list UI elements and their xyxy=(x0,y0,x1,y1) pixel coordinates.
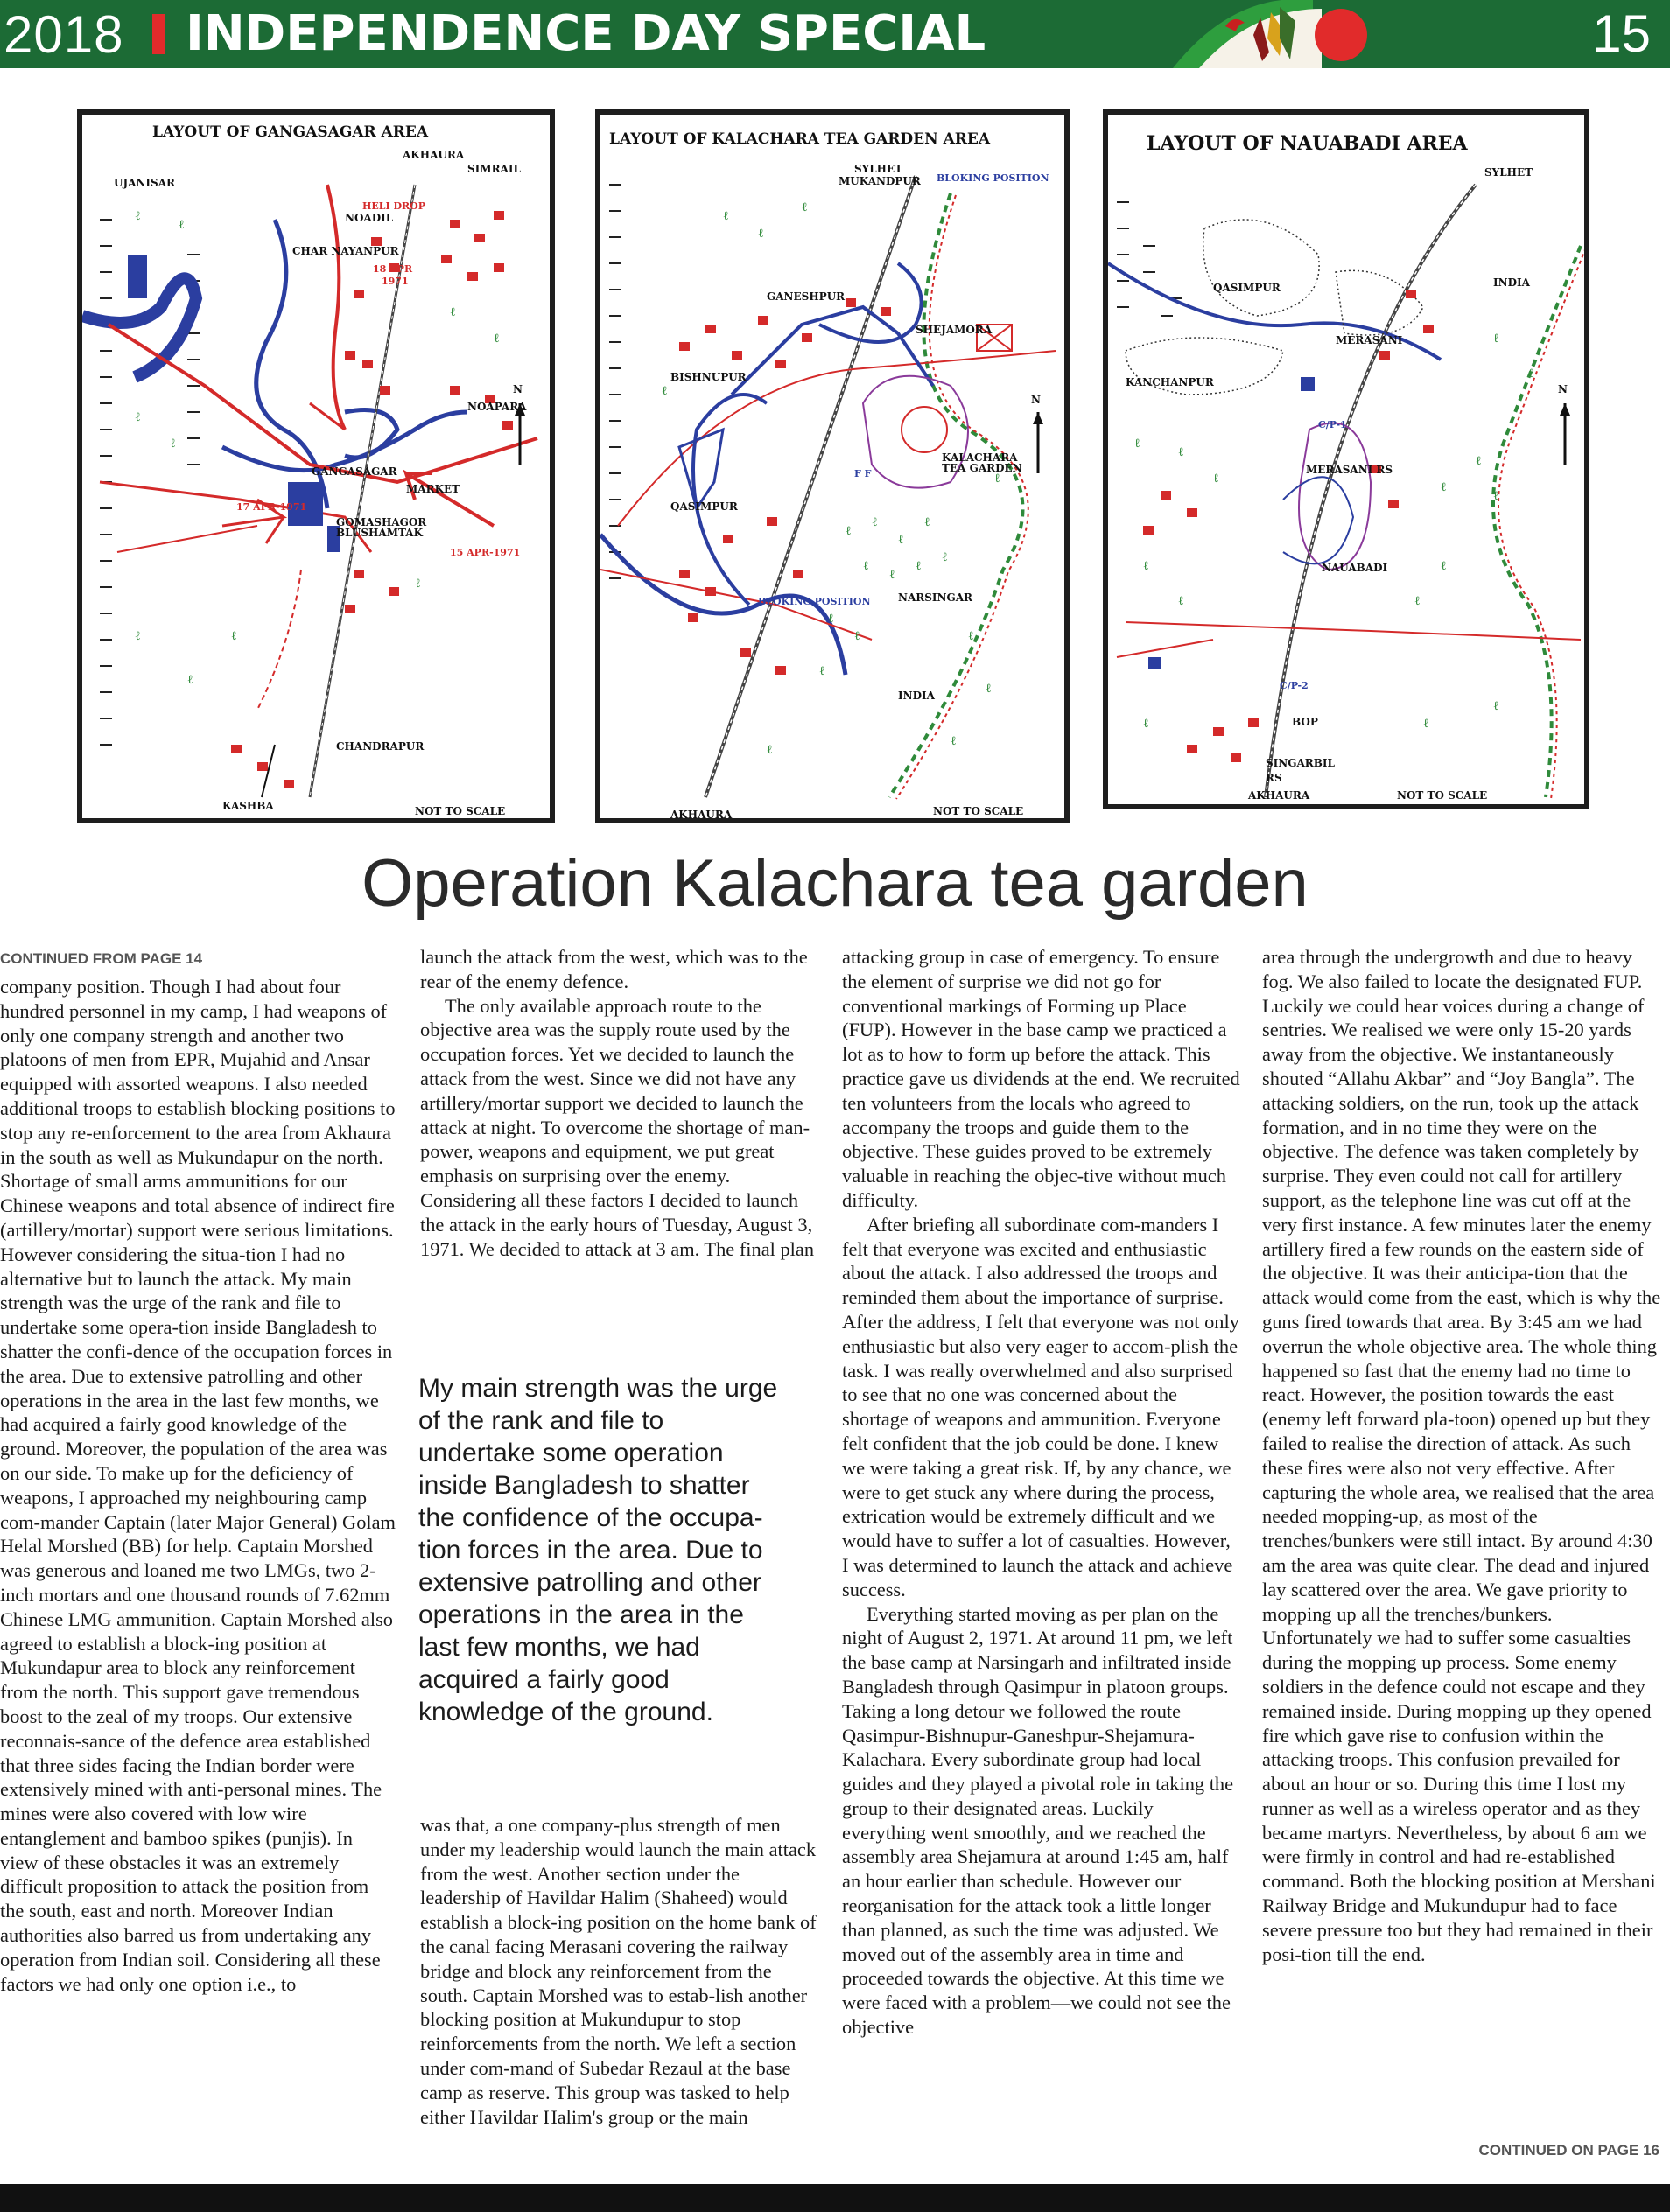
svg-text:ℓ: ℓ xyxy=(1178,594,1184,608)
svg-text:ℓ: ℓ xyxy=(968,629,974,643)
footer-bar xyxy=(0,2184,1670,2212)
svg-text:ℓ: ℓ xyxy=(1414,594,1421,608)
svg-text:ℓ: ℓ xyxy=(951,734,957,748)
map-title: LAYOUT OF KALACHARA TEA GARDEN AREA xyxy=(609,130,991,148)
paragraph: area through the undergrowth and due to heavy fog. We also failed to locate the designated FUP. Luckily we could hear voices during a change of sentries. We realised we were only 15-20 yards away from the objective. We instantaneously shouted “Allahu Akbar” and “Joy Bangla”. The attacking soldiers, on the run, took up the attack formation, and in no time they were on the objective. The defence was taken completely by surprise. They even could not call for artillery support, as the telephone line was cut off at the very first instance. A few minutes later the enemy artillery fired a few rounds on the eastern side of the objective. It was their anticipa-tion that the attack would come from the east, which is why the guns fired towards that area. By 3:45 am we had overrun the whole objective area. The whole thing happened so fast that the enemy had no time to react. However, the position towards the east (enemy left forward pla-toon) opened up but they failed to realise the direction of attack. As such these fires were also not very effective. After capturing the whole area, we realised that the area needed mopping-up, as most of the trenches/bunkers were still intact. By around 4:30 am the area was quite clear. The dead and injured lay scattered over the area. We gave priority to mopping up all the trenches/bunkers. Unfortunately we had to suffer some casualties during the mopping up process. Some enemy soldiers in the defence could not escape and they remained inside. During mopping up they opened fire which gave rise to confusion within the attacking troops. This confusion prevailed for about an hour or so. During this time I lost my runner as well as a wireless operator and as they became martyrs. Nevertheless, by about 6 am we were firmly in control and had re-established command. Both the blocking position at Mershani Railway Bridge and Mukundupur had to face severe pressure too but they had remained in their posi-tion till the end. xyxy=(1262,946,1661,1965)
map-label: NOADIL xyxy=(345,212,394,224)
svg-text:ℓ: ℓ xyxy=(854,629,860,643)
map-label: BLOKING POSITION xyxy=(937,172,1049,184)
svg-text:ℓ: ℓ xyxy=(1134,437,1140,451)
svg-text:ℓ: ℓ xyxy=(1493,489,1499,503)
svg-text:ℓ: ℓ xyxy=(802,200,808,214)
svg-text:ℓ: ℓ xyxy=(916,559,922,573)
map-label: MERASANI RS xyxy=(1306,464,1393,476)
svg-text:ℓ: ℓ xyxy=(924,515,930,529)
svg-text:ℓ: ℓ xyxy=(758,227,764,241)
paragraph: company position. Though I had about four hundred personnel in my camp, I had weapons of only one company strength and another two platoons of men from EPR, Mujahid and Ansar equipped with assorted weapons. I also needed additional troops to establish blocking positions to stop any re-enforcement to the area from Akhaura in the south as well as Mukundapur on the north. Shortage of small arms ammunitions for our Chinese weapons and total absence of indirect fire (artillery/mortar) support were serious limitations. However considering the situa-tion I had no alternative but to launch the attack. My main strength was the urge of the rank and file to undertake some opera-tion inside Bangladesh to shatter the confi-dence of the occupation forces in the area. Due to extensive patrolling and other operations in the area in the last few months, we had acquired a fairly good knowledge of the ground. Moreover, the population of the area was on our side. To make up for the deficiency of weapons, I approached my neighbouring camp com-mander Captain (later Major General) Golam Helal Morshed (BB) for help. Captain Morshed was generous and loaned me two LMGs, two 2-inch mortars and one thousand rounds of 7.62mm Chinese LMG ammunition. Captain Morshed also agreed to establish a block-ing position at Mukundapur area to block any reinforcement from the north. This support gave tremendous boost to the zeal of my troops. Our extensive reconnais-sance of the defence area established that three sides facing the Indian border were extensively mined with anti-personal mines. The mines were also covered with low wire entanglement and bamboo spikes (punjis). In view of these obstacles it was an extremely difficult proposition to attack the position from the south, east and north. Moreover Indian authorities also barred us from undertaking any operation from Indian soil. Considering all these factors we had only one option i.e., to xyxy=(0,976,396,1995)
map-label: QASIMPUR xyxy=(1213,282,1281,294)
svg-text:ℓ: ℓ xyxy=(898,533,904,547)
article-headline: Operation Kalachara tea garden xyxy=(361,846,1309,920)
svg-text:ℓ: ℓ xyxy=(767,743,773,757)
map-label: UJANISAR xyxy=(114,177,175,189)
map-label: F F xyxy=(854,468,872,480)
map-gangasagar xyxy=(77,109,555,823)
svg-text:ℓ: ℓ xyxy=(415,577,421,591)
map-label: BLOKING POSITION xyxy=(758,596,871,607)
svg-text:ℓ: ℓ xyxy=(170,437,176,451)
svg-text:ℓ: ℓ xyxy=(1441,559,1447,573)
map-label: MUKANDPUR xyxy=(839,175,921,187)
map-label: 18 APR xyxy=(373,263,413,275)
map-scale: NOT TO SCALE xyxy=(933,805,1024,817)
svg-text:ℓ: ℓ xyxy=(723,209,729,223)
svg-text:ℓ: ℓ xyxy=(994,472,1000,486)
svg-text:ℓ: ℓ xyxy=(828,612,834,626)
map-label: KANCHANPUR xyxy=(1126,376,1214,388)
svg-text:ℓ: ℓ xyxy=(135,629,141,643)
header-title: INDEPENDENCE DAY SPECIAL xyxy=(186,5,986,62)
map-title: LAYOUT OF NAUABADI AREA xyxy=(1147,132,1468,155)
paragraph: attacking group in case of emergency. To ensure the element of surprise we did not go for conventional markings of Forming up Place (FUP). However in the base camp we practiced a lot as to how to form up before the attack. This practice gave us dividends at the end. We recruited ten volunteers from the locals who agreed to accompany the troops and guide them to the objective. These guides proved to be extremely valuable in reaching the objec-tive without much difficulty. xyxy=(842,946,1240,1211)
svg-text:ℓ: ℓ xyxy=(1213,472,1219,486)
pull-quote: My main strength was the urge of the rank and file to undertake some operation inside Bangladesh to shatter the confidence of the occupa-tion forces in the area. Due to extensive patrolling and other operations in the area in the last few months, we had acquired a fairly good knowledge of the ground. xyxy=(418,1374,778,1726)
map-label: GANESHPUR xyxy=(767,290,846,303)
paragraph: After briefing all subordinate com-manders I felt that everyone was excited and enthusiastic about the attack. I also addressed the troops and reminded them about the importance of surprise. After the address, I felt that everyone was not only enthusiastic but also very eager to accom-plish the task. I was really overwhelmed and also surprised to see that no one was concerned about the shortage of weapons and ammunition. Everyone felt confident that the job could be done. I knew we were taking a great risk. If, by any chance, we were to get stuck any where during the process, extrication would be extremely difficult and we would have to suffer a lot of casualties. However, I was determined to launch the attack and achieve success. xyxy=(842,1213,1239,1600)
map-label: CHAR NAYANPUR xyxy=(292,245,399,257)
map-label: CHANDRAPUR xyxy=(336,740,425,752)
svg-text:ℓ: ℓ xyxy=(889,568,895,582)
paragraph: Everything started moving as per plan on the night of August 2, 1971. At around 11 pm, we left the base camp at Narsingarh and infiltrated inside Bangladesh through Qasimpur in platoon groups. Taking a long detour we followed the route Qasimpur-Bishnupur-Ganeshpur-Shejamura-Kalachara. Every subordinate group had local guides and they played a pivotal role in taking the group to their designated areas. Luckily everything went smoothly, and we reached the assembly area Shejamura at around 1:45 am, half an hour earlier than schedule. However our reorganisation for the attack took a little longer than planned, as such the time was adjusted. We moved out of the assembly area in time and proceeded towards the objective. At this time we were faced with a problem—we could not see the objective xyxy=(842,1602,1234,2039)
map-label: SYLHET xyxy=(1484,166,1533,178)
svg-text:ℓ: ℓ xyxy=(1493,332,1499,346)
svg-text:ℓ: ℓ xyxy=(1143,717,1149,731)
svg-text:ℓ: ℓ xyxy=(450,305,456,319)
map-scale: NOT TO SCALE xyxy=(1397,789,1488,802)
svg-text:ℓ: ℓ xyxy=(187,673,193,687)
map-label: KASHBA xyxy=(222,800,274,812)
north-label: N xyxy=(513,383,523,396)
header-divider xyxy=(152,14,165,54)
svg-text:ℓ: ℓ xyxy=(231,629,237,643)
svg-text:ℓ: ℓ xyxy=(1476,454,1482,468)
svg-text:ℓ: ℓ xyxy=(1423,717,1429,731)
map-label: GANGASAGAR xyxy=(312,466,397,478)
map-label: NOAPARA xyxy=(467,401,527,413)
map-label: INDIA xyxy=(1493,276,1530,289)
map-scale: NOT TO SCALE xyxy=(415,805,506,817)
map-label: SHEJAMORA xyxy=(916,324,993,336)
map-label: RS xyxy=(1266,772,1282,784)
map-label: AKHAURA xyxy=(670,808,733,818)
map-label: MARKET xyxy=(406,483,460,495)
continued-from-label: CONTINUED FROM PAGE 14 xyxy=(0,950,203,967)
paragraph: launch the attack from the west, which was to the rear of the enemy defence. xyxy=(420,946,808,992)
paragraph: The only available approach route to the objective area was the supply route used by the occupation forces. Yet we decided to launch the attack from the west. Since we did not have any artillery/mortar support we decided to launch the attack at night. To overcome the shortage of man-power, weapons and equipment, we put great emphasis on surprising over the enemy. Considering all these factors I decided to launch the attack in the early hours of Tuesday, August 3, 1971. We decided to attack at 3 am. The final plan xyxy=(420,994,815,1260)
map-label: BISHNUPUR xyxy=(670,371,747,383)
page-number: 15 xyxy=(1592,4,1651,63)
svg-text:ℓ: ℓ xyxy=(872,515,878,529)
page-header xyxy=(0,0,1670,68)
map-label: 1971 xyxy=(382,276,409,287)
header-year: 2018 xyxy=(4,5,124,64)
svg-text:ℓ: ℓ xyxy=(863,559,869,573)
article-column-4 xyxy=(1262,945,1663,1966)
svg-text:ℓ: ℓ xyxy=(135,209,141,223)
svg-text:ℓ: ℓ xyxy=(662,384,668,398)
map-kalachara xyxy=(595,109,1070,823)
continued-on-label: CONTINUED ON PAGE 16 xyxy=(1478,2142,1659,2159)
map-label: AKHAURA xyxy=(1248,789,1310,802)
svg-text:ℓ: ℓ xyxy=(494,332,500,346)
map-label: AKHAURA xyxy=(403,149,465,161)
svg-text:ℓ: ℓ xyxy=(846,524,852,538)
independence-emblem-icon xyxy=(1173,0,1400,68)
map-label: HELI DROP xyxy=(362,200,426,212)
map-label: NAUABADI xyxy=(1322,562,1388,574)
svg-text:ℓ: ℓ xyxy=(135,410,141,424)
map-label: 17 APR-1971 xyxy=(236,501,307,513)
map-label: TEA GARDEN xyxy=(942,462,1022,474)
map-label: GOMASHAGOR xyxy=(336,516,427,528)
map-label: QASIMPUR xyxy=(670,500,738,513)
article-column-3 xyxy=(842,945,1240,2040)
article-column-1 xyxy=(0,945,396,1996)
map-label: 15 APR-1971 xyxy=(450,547,521,558)
svg-text:ℓ: ℓ xyxy=(1528,367,1534,381)
svg-text:ℓ: ℓ xyxy=(819,664,825,678)
map-title: LAYOUT OF GANGASAGAR AREA xyxy=(152,123,429,141)
map-label: MERASANI xyxy=(1336,334,1403,346)
map-nauabadi xyxy=(1103,109,1589,809)
article-column-2-continued xyxy=(420,1813,818,2129)
svg-text:ℓ: ℓ xyxy=(1493,699,1499,713)
map-label: C/P-2 xyxy=(1280,680,1309,691)
svg-text:ℓ: ℓ xyxy=(1178,445,1184,459)
north-label: N xyxy=(1558,383,1568,396)
svg-text:ℓ: ℓ xyxy=(1143,559,1149,573)
map-label: KALACHARA xyxy=(942,452,1018,464)
map-label: C/P-1 xyxy=(1318,419,1347,430)
north-label: N xyxy=(1031,394,1041,406)
article-column-2 xyxy=(420,945,818,1261)
map-label: SINGARBIL xyxy=(1266,757,1335,769)
svg-text:ℓ: ℓ xyxy=(942,550,948,564)
map-label: BOP xyxy=(1292,716,1318,728)
map-label: SIMRAIL xyxy=(467,163,521,175)
paragraph: was that, a one company-plus strength of men under my leadership would launch the main attack from the west. Another section under the leadership of Havildar Halim (Shaheed) would establish a block-ing position on the home bank of the canal facing Merasani covering the railway bridge and block any reinforcement from the south. Captain Morshed was to estab-lish another blocking position at Mukundupur to stop reinforcements from the north. We left a section under com-mand of Subedar Rezaul at the base camp as reserve. This group was tasked to help either Havildar Halim's group or the main xyxy=(420,1814,817,2128)
svg-text:ℓ: ℓ xyxy=(179,218,185,232)
map-label: NARSINGAR xyxy=(898,592,973,604)
map-label: INDIA xyxy=(898,690,935,702)
map-label: SYLHET xyxy=(854,163,903,175)
svg-text:ℓ: ℓ xyxy=(1441,480,1447,494)
svg-text:ℓ: ℓ xyxy=(986,682,992,696)
map-label: BLUSHAMTAK xyxy=(336,527,423,539)
